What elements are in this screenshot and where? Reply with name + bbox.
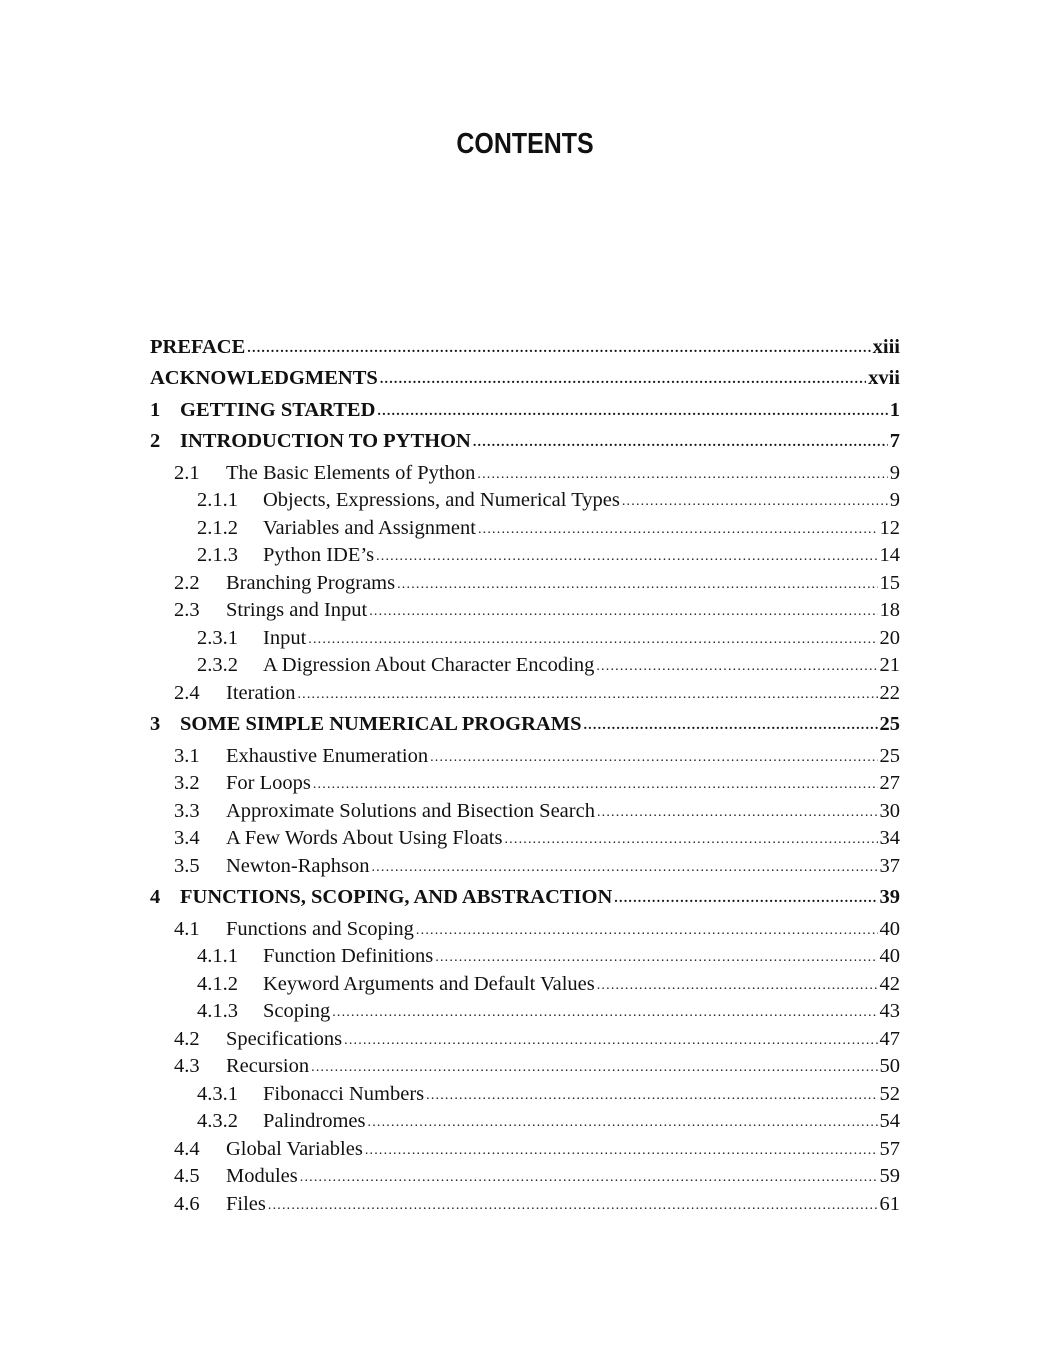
toc-leader-dots xyxy=(300,1164,878,1187)
toc-page-number: 18 xyxy=(879,599,900,621)
toc-leader-dots xyxy=(596,653,877,676)
toc-page-number: 61 xyxy=(879,1192,900,1215)
toc-leader-dots xyxy=(369,598,877,621)
toc-page-number: 22 xyxy=(879,681,900,704)
toc-subsection-entry[interactable] xyxy=(150,973,900,1001)
toc-leader-dots xyxy=(597,799,878,822)
toc-section-entry[interactable] xyxy=(150,682,900,714)
toc-subsection-entry[interactable] xyxy=(150,945,900,973)
toc-entry-title: Branching Programs xyxy=(226,571,396,594)
toc-entry-title: Palindromes xyxy=(263,1110,366,1132)
toc-page-number: 21 xyxy=(879,654,900,676)
toc-page-number: 47 xyxy=(879,1027,900,1050)
toc-leader-dots xyxy=(368,1109,878,1132)
toc-page-number: 12 xyxy=(879,516,900,539)
toc-page-number: 50 xyxy=(879,1055,900,1077)
toc-entry-number: 2.1 xyxy=(174,461,200,484)
toc-leader-dots xyxy=(268,1192,878,1215)
toc-entry-number: 3 xyxy=(150,713,161,735)
toc-leader-dots xyxy=(504,826,877,849)
toc-entry-number: 4.2 xyxy=(174,1027,200,1050)
toc-entry-title: Variables and Assignment xyxy=(263,516,476,539)
toc-entry-title: Keyword Arguments and Default Values xyxy=(263,972,595,995)
toc-leader-dots xyxy=(365,1137,878,1160)
toc-section-entry[interactable] xyxy=(150,1055,900,1083)
toc-entry-number: 4.1.3 xyxy=(197,1000,238,1022)
toc-leader-dots xyxy=(376,543,877,566)
toc-page-number: 15 xyxy=(879,571,900,594)
toc-entry-title: Python IDE’s xyxy=(263,544,375,566)
toc-section-entry[interactable] xyxy=(150,1165,900,1193)
toc-chapter-entry[interactable] xyxy=(150,399,900,431)
toc-entry-number: 2.4 xyxy=(174,681,200,704)
toc-entry-number: 1 xyxy=(150,398,161,421)
toc-entry-title: Fibonacci Numbers xyxy=(263,1082,425,1105)
toc-chapter-entry[interactable] xyxy=(150,713,900,745)
toc-leader-dots xyxy=(426,1082,877,1105)
toc-chapter-entry[interactable] xyxy=(150,886,900,918)
toc-entry-number: 2 xyxy=(150,430,161,452)
toc-entry-number: 4.1.1 xyxy=(197,945,238,967)
toc-page-number: 39 xyxy=(879,886,900,908)
toc-entry-number: 3.3 xyxy=(174,799,200,822)
toc-entry-number: 4.4 xyxy=(174,1137,200,1160)
toc-section-entry[interactable] xyxy=(150,1193,900,1225)
toc-entry-number: 4.1 xyxy=(174,917,200,940)
toc-entry-number: 2.2 xyxy=(174,571,200,594)
toc-page-number: 7 xyxy=(889,430,900,452)
toc-page-number: 43 xyxy=(879,1000,900,1022)
toc-entry-number: 4.3.2 xyxy=(197,1110,238,1132)
toc-entry-title: Global Variables xyxy=(226,1137,363,1160)
toc-page-number: 25 xyxy=(879,744,900,767)
toc-entry-number: 3.2 xyxy=(174,772,200,794)
toc-entry-title: FUNCTIONS, SCOPING, AND ABSTRACTION xyxy=(180,886,613,908)
toc-page-number: 30 xyxy=(879,799,900,822)
toc-leader-dots xyxy=(313,771,878,794)
toc-page-number: 25 xyxy=(879,713,900,735)
toc-leader-dots xyxy=(583,712,877,735)
toc-page-number: 59 xyxy=(879,1165,900,1187)
toc-entry-number: 4 xyxy=(150,886,161,908)
toc-section-entry[interactable] xyxy=(150,772,900,800)
toc-page-number: 52 xyxy=(879,1082,900,1105)
toc-page-number: 40 xyxy=(879,945,900,967)
toc-leader-dots xyxy=(247,335,870,358)
toc-entry-title: Files xyxy=(226,1192,266,1215)
toc-entry-title: Exhaustive Enumeration xyxy=(226,744,429,767)
toc-entry-title: ACKNOWLEDGMENTS xyxy=(150,367,378,389)
toc-entry-title: Specifications xyxy=(226,1027,343,1050)
toc-leader-dots xyxy=(430,744,877,767)
toc-page-number: 42 xyxy=(879,972,900,995)
toc-page-number: 20 xyxy=(879,626,900,649)
toc-leader-dots xyxy=(435,944,877,967)
toc-entry-title: Input xyxy=(263,626,307,649)
toc-chapter-entry[interactable] xyxy=(150,367,900,399)
page-title: CONTENTS xyxy=(456,128,594,160)
toc-page-number: xiii xyxy=(872,336,900,358)
toc-subsection-entry[interactable] xyxy=(150,654,900,682)
toc-page-number: 9 xyxy=(889,461,900,484)
toc-leader-dots xyxy=(380,366,866,389)
toc-entry-number: 4.1.2 xyxy=(197,972,238,995)
toc-section-entry[interactable] xyxy=(150,855,900,887)
toc-entry-number: 2.1.1 xyxy=(197,489,238,511)
toc-leader-dots xyxy=(478,516,878,539)
toc-section-entry[interactable] xyxy=(150,462,900,490)
toc-entry-number: 2.1.2 xyxy=(197,516,238,539)
toc-entry-title: Iteration xyxy=(226,681,296,704)
toc-section-entry[interactable] xyxy=(150,572,900,600)
table-of-contents xyxy=(150,336,900,1224)
toc-leader-dots xyxy=(597,972,878,995)
toc-leader-dots xyxy=(397,571,877,594)
toc-entry-title: Newton-Raphson xyxy=(226,854,370,877)
toc-leader-dots xyxy=(614,885,877,908)
toc-section-entry[interactable] xyxy=(150,1028,900,1056)
toc-entry-number: 2.3.2 xyxy=(197,654,238,676)
toc-entry-title: INTRODUCTION TO PYTHON xyxy=(180,430,471,452)
toc-leader-dots xyxy=(416,917,878,940)
toc-entry-title: Modules xyxy=(226,1165,298,1187)
toc-leader-dots xyxy=(371,854,877,877)
toc-entry-number: 3.4 xyxy=(174,827,200,849)
toc-entry-number: 4.3 xyxy=(174,1055,200,1077)
toc-leader-dots xyxy=(311,1054,877,1077)
toc-entry-number: 2.1.3 xyxy=(197,544,238,566)
toc-section-entry[interactable] xyxy=(150,1138,900,1166)
toc-section-entry[interactable] xyxy=(150,918,900,946)
toc-entry-number: 4.3.1 xyxy=(197,1082,238,1105)
toc-entry-title: SOME SIMPLE NUMERICAL PROGRAMS xyxy=(180,713,582,735)
toc-page-number: 34 xyxy=(879,827,900,849)
toc-entry-title: For Loops xyxy=(226,772,311,794)
toc-chapter-entry[interactable] xyxy=(150,430,900,462)
toc-entry-title: Scoping xyxy=(263,1000,331,1022)
toc-leader-dots xyxy=(477,461,887,484)
toc-subsection-entry[interactable] xyxy=(150,627,900,655)
toc-page-number: 57 xyxy=(879,1137,900,1160)
toc-subsection-entry[interactable] xyxy=(150,489,900,517)
toc-subsection-entry[interactable] xyxy=(150,1083,900,1111)
toc-section-entry[interactable] xyxy=(150,745,900,773)
toc-subsection-entry[interactable] xyxy=(150,544,900,572)
toc-section-entry[interactable] xyxy=(150,599,900,627)
toc-entry-number: 2.3.1 xyxy=(197,626,238,649)
toc-subsection-entry[interactable] xyxy=(150,1000,900,1028)
toc-page-number: xvii xyxy=(868,367,900,389)
toc-leader-dots xyxy=(308,626,877,649)
toc-leader-dots xyxy=(332,999,877,1022)
toc-entry-number: 2.3 xyxy=(174,599,200,621)
toc-section-entry[interactable] xyxy=(150,800,900,828)
toc-page-number: 1 xyxy=(889,398,900,421)
toc-subsection-entry[interactable] xyxy=(150,1110,900,1138)
toc-entry-title: GETTING STARTED xyxy=(180,398,376,421)
toc-entry-title: A Few Words About Using Floats xyxy=(226,827,503,849)
toc-entry-title: Strings and Input xyxy=(226,599,368,621)
toc-entry-number: 4.5 xyxy=(174,1165,200,1187)
toc-page-number: 27 xyxy=(879,772,900,794)
toc-entry-title: Recursion xyxy=(226,1055,310,1077)
toc-page-number: 9 xyxy=(889,489,900,511)
toc-entry-title: The Basic Elements of Python xyxy=(226,461,476,484)
toc-leader-dots xyxy=(344,1027,877,1050)
toc-chapter-entry[interactable] xyxy=(150,336,900,367)
toc-entry-title: A Digression About Character Encoding xyxy=(263,654,595,676)
toc-entry-number: 4.6 xyxy=(174,1192,200,1215)
toc-entry-title: PREFACE xyxy=(150,336,246,358)
toc-page-number: 40 xyxy=(879,917,900,940)
toc-entry-title: Approximate Solutions and Bisection Search xyxy=(226,799,595,822)
toc-section-entry[interactable] xyxy=(150,827,900,855)
toc-entry-title: Functions and Scoping xyxy=(226,917,414,940)
toc-entry-title: Objects, Expressions, and Numerical Types xyxy=(263,489,620,511)
toc-page-number: 54 xyxy=(879,1110,900,1132)
toc-entry-number: 3.5 xyxy=(174,854,200,877)
toc-leader-dots xyxy=(622,488,888,511)
toc-page-number: 14 xyxy=(879,544,900,566)
toc-leader-dots xyxy=(473,429,888,452)
toc-leader-dots xyxy=(297,681,877,704)
toc-entry-number: 3.1 xyxy=(174,744,200,767)
toc-entry-title: Function Definitions xyxy=(263,945,434,967)
toc-leader-dots xyxy=(377,398,887,421)
toc-subsection-entry[interactable] xyxy=(150,517,900,545)
toc-page-number: 37 xyxy=(879,854,900,877)
